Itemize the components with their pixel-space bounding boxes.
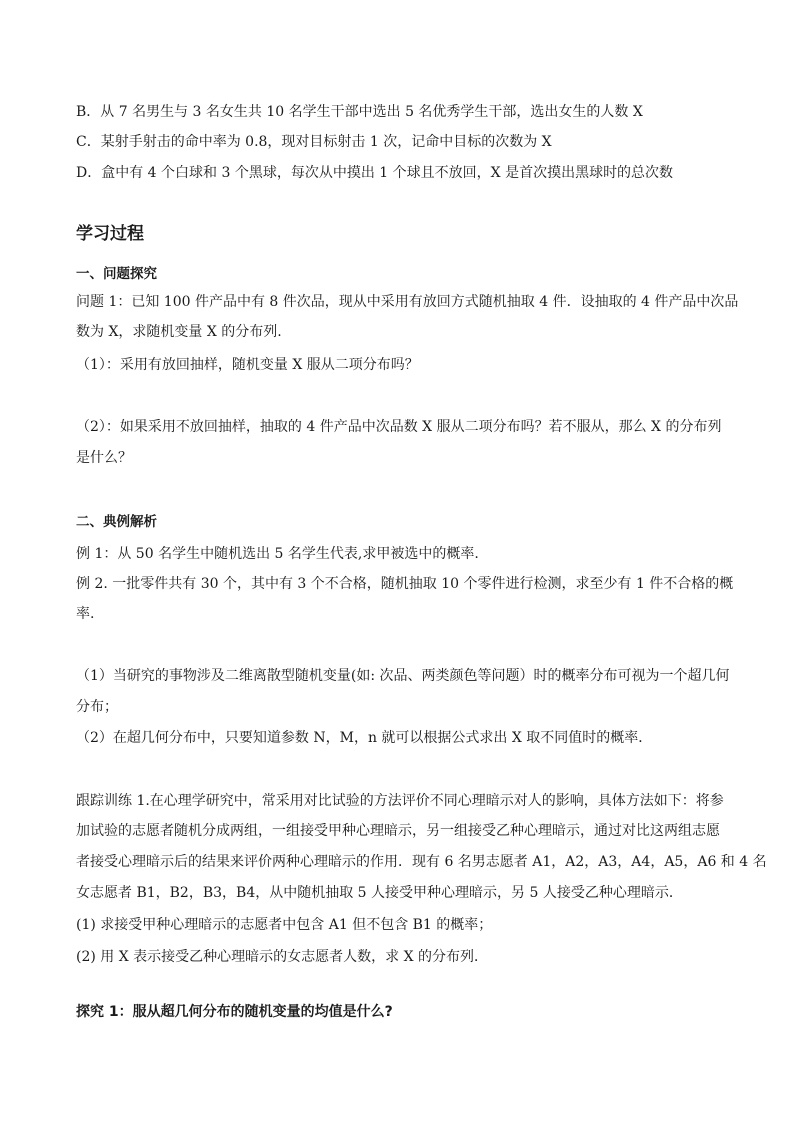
- example2-line2: 率.: [76, 606, 95, 622]
- section-title: 学习过程: [76, 224, 144, 244]
- training-q1: (1) 求接受甲种心理暗示的志愿者中包含 A1 但不包含 B1 的概率；: [76, 917, 493, 933]
- problem1-line1: 问题 1：已知 100 件产品中有 8 件次品，现从中采用有放回方式随机抽取 4 件．设抽取的 4 件产品中次品: [76, 294, 739, 310]
- training-line3: 者接受心理暗示后的结果来评价两种心理暗示的作用．现有 6 名男志愿者 A1，A2，A3，A4，A5，A6 和 4 名: [76, 854, 767, 870]
- explore-heading: 探究 1：服从超几何分布的随机变量的均值是什么?: [76, 1004, 393, 1020]
- note1-line2: 分布；: [76, 699, 118, 715]
- option-b: B．从 7 名男生与 3 名女生共 10 名学生干部中选出 5 名优秀学生干部，选出女生的人数 X: [76, 104, 643, 120]
- example1: 例 1：从 50 名学生中随机选出 5 名学生代表,求甲被选中的概率.: [76, 546, 479, 562]
- note1-line1: （1）当研究的事物涉及二维离散型随机变量(如: 次品、两类颜色等问题）时的概率分布可视为一个超几何: [76, 668, 730, 684]
- option-d: D．盒中有 4 个白球和 3 个黑球，每次从中摸出 1 个球且不放回，X 是首次摸出黑球时的总次数: [76, 165, 674, 181]
- note2: （2）在超几何分布中，只要知道参数 N，M，n 就可以根据公式求出 X 取不同值时的概率．: [76, 730, 653, 746]
- problem1-line2: 数为 X，求随机变量 X 的分布列.: [76, 324, 282, 340]
- example2-line1: 例 2. 一批零件共有 30 个，其中有 3 个不合格，随机抽取 10 个零件进行检测，求至少有 1 件不合格的概: [76, 576, 734, 592]
- problem1-q2-line1: （2）：如果采用不放回抽样，抽取的 4 件产品中次品数 X 服从二项分布吗？若不服从，那么 X 的分布列: [76, 419, 722, 435]
- training-line1: 跟踪训练 1.在心理学研究中，常采用对比试验的方法评价不同心理暗示对人的影响，具体方法如下：将参: [76, 793, 724, 809]
- problem1-q1: （1）：采用有放回抽样，随机变量 X 服从二项分布吗？: [76, 357, 419, 373]
- training-line2: 加试验的志愿者随机分成两组，一组接受甲种心理暗示，另一组接受乙种心理暗示，通过对比这两组志愿: [76, 823, 720, 839]
- problem1-q2-line2: 是什么？: [76, 450, 132, 466]
- training-q2: (2) 用 X 表示接受乙种心理暗示的女志愿者人数，求 X 的分布列．: [76, 949, 489, 965]
- part2-heading: 二、典例解析: [76, 514, 157, 530]
- part1-heading: 一、问题探究: [76, 266, 157, 282]
- option-c: C．某射手射击的命中率为 0.8，现对目标射击 1 次，记命中目标的次数为 X: [76, 134, 552, 150]
- training-line4: 女志愿者 B1，B2，B3，B4，从中随机抽取 5 人接受甲种心理暗示，另 5 人接受乙种心理暗示．: [76, 885, 683, 901]
